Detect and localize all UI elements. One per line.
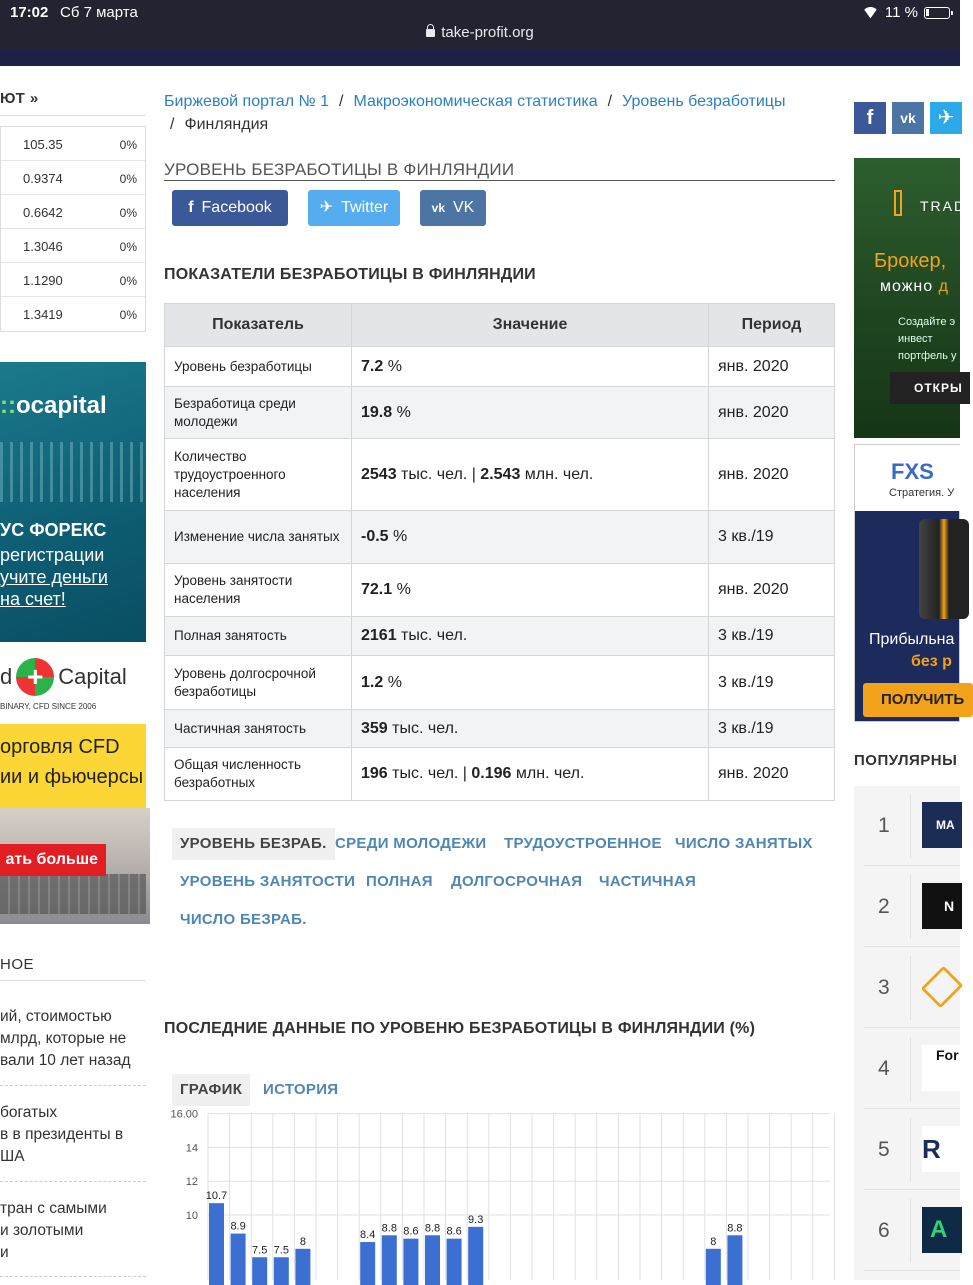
ad-logo: FXS [891,459,934,484]
ad-banner-fxs[interactable] [854,444,965,722]
list-item[interactable] [864,867,960,947]
y-tick-label: 10 [185,1210,198,1222]
rate-row[interactable] [1,263,145,297]
divider [0,1276,146,1277]
indicator-name[interactable]: Частичная занятость [165,710,352,748]
indicator-name[interactable]: Количество трудоустроенного населения [165,439,352,511]
rate-change: 0% [119,172,137,186]
tab-history[interactable]: ИСТОРИЯ [263,1081,339,1098]
status-time: 17:02 [10,4,49,21]
indicator-period: 3 кв./19 [709,511,835,564]
rate-value: 1.3046 [23,239,63,254]
news-item[interactable]: ий, стоимостью млрд, которые не вали 10 лет назад [0,1008,131,1069]
indicator-value: 72.1 % [352,564,709,617]
news-item[interactable]: богатых в в президенты в ША [0,1104,124,1165]
rates-table [0,126,146,332]
share-vk-button[interactable]: vk VK [420,190,486,226]
ad-text: Создайте э инвест портфель у [898,316,957,362]
share-twitter-button[interactable]: ✈ Twitter [308,190,400,226]
breadcrumb-link-home[interactable]: Биржевой портал № 1 [164,93,329,110]
column-header: Значение [352,304,709,347]
ad-text: Брокер, [874,250,947,272]
facebook-icon[interactable]: f [854,102,886,134]
list-item[interactable] [864,1110,960,1190]
tab-part-time[interactable]: ЧАСТИЧНАЯ [599,873,697,890]
bar [727,1235,742,1285]
news-section-title: НОЕ [0,956,35,973]
broker-logo: R [922,1126,962,1172]
address-url: take-profit.org [441,24,534,41]
share-facebook-button[interactable]: f Facebook [172,190,288,226]
indicator-name[interactable]: Общая численность безработных [165,748,352,801]
ad-logo: ::ocapital [0,392,107,419]
ad-panel [0,724,146,924]
twitter-icon[interactable]: ✈ [930,102,962,134]
rate-row[interactable] [1,195,145,229]
rate-row[interactable] [1,127,145,161]
indicator-name[interactable]: Уровень занятости населения [165,564,352,617]
ad-text: можно д [880,278,949,295]
divider [164,180,835,181]
breadcrumb-link-macro[interactable]: Макроэкономическая статистика [353,93,598,110]
list-item[interactable] [864,786,960,866]
status-date: Сб 7 марта [60,4,138,21]
table-row [165,347,835,387]
table-row [165,710,835,748]
column-header: Период [709,304,835,347]
indicator-period: 3 кв./19 [709,617,835,656]
bar-data-label: 8.8 [424,1222,441,1235]
wifi-icon [862,7,879,19]
tab-youth[interactable]: СРЕДИ МОЛОДЕЖИ [335,835,487,852]
ad-text: ии и фьючерсы [0,766,144,788]
bar-chart [164,1108,836,1280]
ad-banner-capital[interactable] [0,650,146,924]
rank-number: 2 [878,895,890,918]
broker-logo: A [922,1207,962,1253]
indicators-title: ПОКАЗАТЕЛИ БЕЗРАБОТИЦЫ В ФИНЛЯНДИИ [164,266,536,283]
table-row [165,511,835,564]
right-sidebar [852,66,967,1280]
broker-logo-icon [921,966,964,1009]
broker-logo: MA [922,802,962,848]
tab-employed[interactable]: ТРУДОУСТРОЕННОЕ [504,835,662,852]
vk-icon[interactable]: vk [892,102,924,134]
main-content [164,66,836,1280]
left-sidebar [0,66,146,1280]
chart-dots-icon: :: [0,392,16,419]
indicator-value: 19.8 % [352,387,709,439]
bar [360,1242,375,1285]
rate-value: 1.1290 [23,273,63,288]
bar [706,1249,721,1285]
tab-long-term[interactable]: ДОЛГОСРОЧНАЯ [451,873,583,890]
ad-banner-broker[interactable] [854,158,967,438]
unemployment-chart [164,1108,836,1280]
indicator-value: -0.5 % [352,511,709,564]
ad-text: регистрации [0,545,105,565]
indicator-name[interactable]: Изменение числа занятых [165,511,352,564]
y-tick-label: 12 [185,1176,198,1189]
rank-number: 3 [878,976,890,999]
ad-text: Прибыльна [869,631,955,648]
bar-data-label: 8.8 [727,1222,743,1235]
table-row [165,564,835,617]
tab-full-time[interactable]: ПОЛНАЯ [366,873,433,890]
bar [447,1239,462,1285]
bar [231,1234,246,1285]
ad-tagline: BINARY, CFD SINCE 2006 [0,702,97,711]
twitter-icon: ✈ [319,199,334,216]
rank-number: 6 [878,1219,890,1242]
bar-data-label: 8.6 [403,1225,419,1238]
popular-brokers-list [854,786,960,1280]
table-row [165,748,835,801]
ad-open-button[interactable]: ОТКРЫ [890,372,970,404]
indicator-period: 3 кв./19 [709,656,835,710]
ad-text: учите деньги [0,567,108,587]
indicator-value: 2543 тыс. чел. | 2.543 млн. чел. [352,439,709,511]
ad-banner-forex[interactable] [0,362,146,642]
bar [295,1249,310,1285]
bar-data-label: 7.5 [273,1244,289,1257]
latest-data-title: ПОСЛЕДНИЕ ДАННЫЕ ПО УРОВЕНЮ БЕЗРАБОТИЦЫ В ФИНЛЯНДИИ (%) [164,1020,756,1037]
bar [274,1257,289,1285]
status-bar [0,0,960,50]
column-header: Показатель [165,304,352,347]
divider [0,115,146,116]
news-item[interactable]: тран с самыми и золотыми и [0,1200,107,1261]
rate-row[interactable] [1,161,145,195]
bar [209,1203,224,1285]
lock-icon [426,29,435,37]
indicator-tabs [172,828,836,948]
y-tick-label: 14 [185,1142,198,1155]
tab-employment-change[interactable]: ЧИСЛО ЗАНЯТЫХ [675,835,813,852]
address-bar[interactable] [0,24,960,41]
ad-text: орговля CFD [0,736,120,758]
rate-change: 0% [119,138,137,152]
bar-data-label: 8.8 [381,1222,397,1235]
bar-data-label: 8 [299,1235,306,1248]
rate-row[interactable] [1,229,145,263]
rate-value: 105.35 [23,137,63,152]
table-row [165,656,835,710]
list-item[interactable] [864,1191,960,1271]
breadcrumb-current: Финляндия [184,116,269,133]
status-indicators [862,4,950,21]
indicator-value: 1.2 % [352,656,709,710]
popular-brokers-title: ПОПУЛЯРНЫ [854,752,958,769]
tab-unemployed-count[interactable]: ЧИСЛО БЕЗРАБ. [180,911,307,928]
rank-number: 4 [878,1057,890,1080]
breadcrumb: Биржевой портал № 1 / Макроэкономическая статистика / Уровень безработицы / Финляндия [164,93,786,133]
bar [252,1257,267,1285]
ad-logo: d + Capital [0,656,127,698]
device-image [919,519,969,619]
table-row [165,617,835,656]
rate-value: 0.9374 [23,171,63,186]
bar [403,1239,418,1285]
rank-number: 1 [878,814,890,837]
bar [425,1235,440,1285]
rate-change: 0% [119,206,137,220]
keyboard-image [0,874,146,914]
ad-chart-graphic [0,442,146,502]
table-row [165,439,835,511]
candlestick-icon [894,190,902,216]
vk-icon: vk [431,201,445,215]
indicator-period: 3 кв./19 [709,710,835,748]
bar-data-label: 9.3 [468,1213,484,1226]
broker-logo: For [922,1045,962,1091]
rate-row[interactable] [1,297,145,331]
bar [382,1235,397,1285]
page-title: УРОВЕНЬ БЕЗРАБОТИЦЫ В ФИНЛЯНДИИ [164,160,515,179]
rates-section-title[interactable]: ЮТ » [0,90,39,107]
indicator-period: янв. 2020 [709,439,835,511]
divider [0,980,146,981]
ad-get-button[interactable]: ПОЛУЧИТЬ [863,683,973,717]
bar [468,1227,483,1285]
bar-data-label: 8 [710,1235,717,1248]
list-item[interactable] [864,1029,960,1109]
ad-text: УС ФОРЕКС [0,520,107,540]
ad-brand: TRAD [920,198,967,214]
broker-logo: N [922,883,962,929]
rate-change: 0% [119,240,137,254]
cross-logo-icon [16,658,54,696]
tab-employment-rate[interactable]: УРОВЕНЬ ЗАНЯТОСТИ [180,873,356,890]
indicator-period: янв. 2020 [709,387,835,439]
indicators-table [164,303,835,801]
tab-unemployment[interactable]: УРОВЕНЬ БЕЗРАБ. [172,828,335,860]
battery-icon [924,7,950,19]
ad-learn-more-button[interactable]: ать больше [0,844,106,876]
indicator-name[interactable]: Безработица среди молодежи [165,387,352,439]
battery-percent: 11 % [884,4,918,21]
indicator-value: 359 тыс. чел. [352,710,709,748]
breadcrumb-link-unemployment[interactable]: Уровень безработицы [622,93,786,110]
ad-text: без р [911,653,952,670]
bar-data-label: 8.9 [230,1220,246,1233]
bar-data-label: 7.5 [252,1244,268,1257]
indicator-value: 7.2 % [352,347,709,387]
rate-value: 1.3419 [23,307,63,322]
bar-data-label: 10.7 [205,1190,228,1203]
rate-change: 0% [119,308,137,322]
bar-data-label: 8.4 [360,1229,376,1242]
indicator-value: 196 тыс. чел. | 0.196 млн. чел. [352,748,709,801]
y-tick-label: 16.00 [170,1108,198,1121]
site-header-band [0,50,960,66]
facebook-icon: f [188,199,194,216]
rate-change: 0% [119,274,137,288]
ad-text: Стратегия. У [889,487,955,499]
table-row [165,387,835,439]
indicator-period: янв. 2020 [709,564,835,617]
indicator-period: янв. 2020 [709,347,835,387]
indicator-value: 2161 тыс. чел. [352,617,709,656]
bar-data-label: 8.6 [446,1225,462,1238]
list-item[interactable] [864,948,960,1028]
indicator-name[interactable]: Уровень безработицы [165,347,352,387]
rate-value: 0.6642 [23,205,63,220]
ad-text: на счет! [0,589,66,609]
tab-chart[interactable]: ГРАФИК [172,1074,250,1106]
indicator-name[interactable]: Уровень долгосрочной безработицы [165,656,352,710]
indicator-name[interactable]: Полная занятость [165,617,352,656]
indicator-period: янв. 2020 [709,748,835,801]
divider [0,1085,146,1086]
rank-number: 5 [878,1138,890,1161]
divider [0,1181,146,1182]
